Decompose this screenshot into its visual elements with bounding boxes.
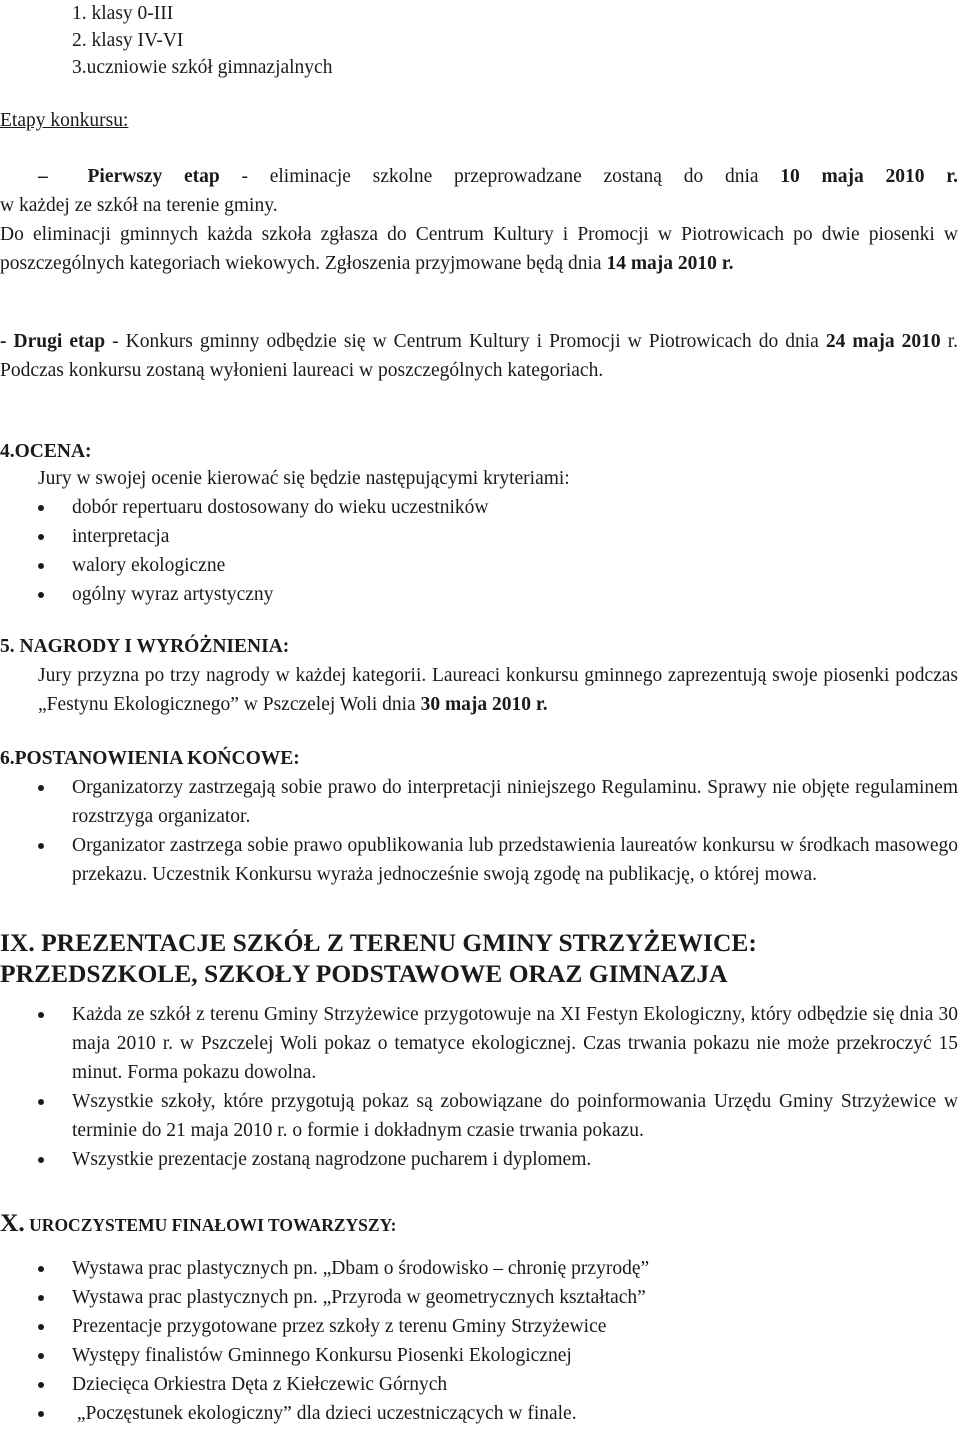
elimination-date: 14 maja 2010 r. bbox=[606, 253, 734, 274]
nagrody-text: Jury przyzna po trzy nagrody w każdej kategorii. Laureaci konkursu gminnego zaprezentują swoje piosenki podczas „Festynu Ekologicznego” w Pszczelej Woli dnia bbox=[38, 665, 958, 715]
ocena-intro: Jury w swojej ocenie kierować się będzie następującymi kryteriami: bbox=[38, 468, 570, 489]
first-stage-date: 10 maja 2010 r. bbox=[780, 166, 958, 187]
section10-item: Wystawa prac plastycznych pn. „Dbam o środowisko – chronię przyrodę” bbox=[72, 1254, 958, 1283]
bullet-icon bbox=[38, 592, 44, 598]
criteria-item: dobór repertuaru dostosowany do wieku uczestników bbox=[72, 493, 488, 522]
bullet-icon bbox=[38, 1353, 44, 1359]
bullet-icon bbox=[38, 505, 44, 511]
postanowienia-list bbox=[72, 773, 958, 889]
section10-letter: X. bbox=[0, 1208, 25, 1237]
bullet-icon bbox=[38, 1295, 44, 1301]
first-stage-dash: – bbox=[38, 166, 48, 187]
section10-list bbox=[72, 1254, 958, 1428]
classes-list bbox=[72, 0, 332, 81]
bullet-icon bbox=[38, 1324, 44, 1330]
section10-item: Dziecięca Orkiestra Dęta z Kiełczewic Górnych bbox=[72, 1370, 958, 1399]
first-stage-line bbox=[38, 162, 958, 191]
section9-item: Każda ze szkół z terenu Gminy Strzyżewice przygotowuje na XI Festyn Ekologiczny, który odbędzie się dnia 30 maja 2010 r. w Pszczelej Woli pokaz o tematyce ekologicznej. Czas trwania pokazu nie może przekroczyć 15 minut. Forma pokazu dowolna. bbox=[72, 1000, 958, 1087]
ocena-criteria-list bbox=[72, 493, 488, 609]
second-stage-label: - Drugi etap bbox=[0, 331, 106, 352]
criteria-item: interpretacja bbox=[72, 522, 488, 551]
second-stage-r: r. bbox=[940, 331, 958, 352]
ocena-heading: 4.OCENA: bbox=[0, 441, 92, 462]
second-stage-text: - Konkurs gminny odbędzie się w Centrum Kultury i Promocji w Piotrowicach do dnia bbox=[105, 331, 826, 352]
section10-item: Wystawa prac plastycznych pn. „Przyroda w geometrycznych kształtach” bbox=[72, 1283, 958, 1312]
section9-list bbox=[72, 1000, 958, 1174]
section10-item: „Poczęstunek ekologiczny” dla dzieci uczestniczących w finale. bbox=[72, 1399, 958, 1428]
bullet-icon bbox=[38, 1099, 44, 1105]
second-stage-date: 24 maja 2010 bbox=[825, 331, 941, 352]
criteria-item: ogólny wyraz artystyczny bbox=[72, 580, 488, 609]
nagrody-heading: 5. NAGRODY I WYRÓŻNIENIA: bbox=[0, 636, 290, 657]
class-item: 1. klasy 0-III bbox=[72, 3, 174, 24]
class-item: 3.uczniowie szkół gimnazjalnych bbox=[72, 57, 333, 78]
elimination-paragraph bbox=[0, 220, 958, 278]
bullet-icon bbox=[38, 1012, 44, 1018]
class-item: 2. klasy IV-VI bbox=[72, 30, 184, 51]
section10-item: Prezentacje przygotowane przez szkoły z terenu Gminy Strzyżewice bbox=[72, 1312, 958, 1341]
postanowienia-item: Organizatorzy zastrzegają sobie prawo do interpretacji niniejszego Regulaminu. Sprawy nie objęte regulaminem rozstrzyga organizator. bbox=[72, 773, 958, 831]
postanowienia-item: Organizator zastrzega sobie prawo opublikowania lub przedstawienia laureatów konkursu w środkach masowego przekazu. Uczestnik Konkursu wyraża jednocześnie swoją zgodę na publikację, o której mowa. bbox=[72, 831, 958, 889]
second-stage-paragraph bbox=[0, 327, 958, 385]
bullet-icon bbox=[38, 534, 44, 540]
section9-item: Wszystkie szkoły, które przygotują pokaz są zobowiązane do poinformowania Urzędu Gminy Strzyżewice w terminie do 21 maja 2010 r. o formie i dokładnym czasie trwania pokazu. bbox=[72, 1087, 958, 1145]
bullet-icon bbox=[38, 1157, 44, 1163]
criteria-item: walory ekologiczne bbox=[72, 551, 488, 580]
bullet-icon bbox=[38, 1382, 44, 1388]
bullet-icon bbox=[38, 1411, 44, 1417]
elimination-text: Do eliminacji gminnych każda szkoła zgłasza do Centrum Kultury i Promocji w Piotrowicach po dwie piosenki w poszczególnych kategoriach wiekowych. Zgłoszenia przyjmowane będą dnia bbox=[0, 224, 958, 274]
stages-heading: Etapy konkursu: bbox=[0, 110, 129, 131]
bullet-icon bbox=[38, 843, 44, 849]
section10-heading bbox=[0, 1208, 958, 1240]
first-stage-text: - eliminacje szkolne przeprowadzane zostaną do dnia bbox=[219, 166, 759, 187]
bullet-icon bbox=[38, 563, 44, 569]
section9-heading-line1: IX. PREZENTACJE SZKÓŁ Z TERENU GMINY STRZYŻEWICE: bbox=[0, 928, 757, 957]
section10-title: UROCZYSTEMU FINAŁOWI TOWARZYSZY: bbox=[24, 1215, 397, 1235]
bullet-icon bbox=[38, 1266, 44, 1272]
first-stage-label: Pierwszy etap bbox=[87, 166, 220, 187]
second-stage-rest: Podczas konkursu zostaną wyłonieni laureaci w poszczególnych kategoriach. bbox=[0, 360, 604, 381]
nagrody-paragraph bbox=[38, 661, 958, 719]
nagrody-date: 30 maja 2010 r. bbox=[420, 694, 548, 715]
bullet-icon bbox=[38, 785, 44, 791]
section10-item: Występy finalistów Gminnego Konkursu Piosenki Ekologicznej bbox=[72, 1341, 958, 1370]
section9-item: Wszystkie prezentacje zostaną nagrodzone pucharem i dyplomem. bbox=[72, 1145, 958, 1174]
first-stage-line2: w każdej ze szkół na terenie gminy. bbox=[0, 195, 278, 216]
section9-heading-line2: PRZEDSZKOLE, SZKOŁY PODSTAWOWE ORAZ GIMNAZJA bbox=[0, 959, 728, 988]
postanowienia-heading: 6.POSTANOWIENIA KOŃCOWE: bbox=[0, 748, 300, 769]
